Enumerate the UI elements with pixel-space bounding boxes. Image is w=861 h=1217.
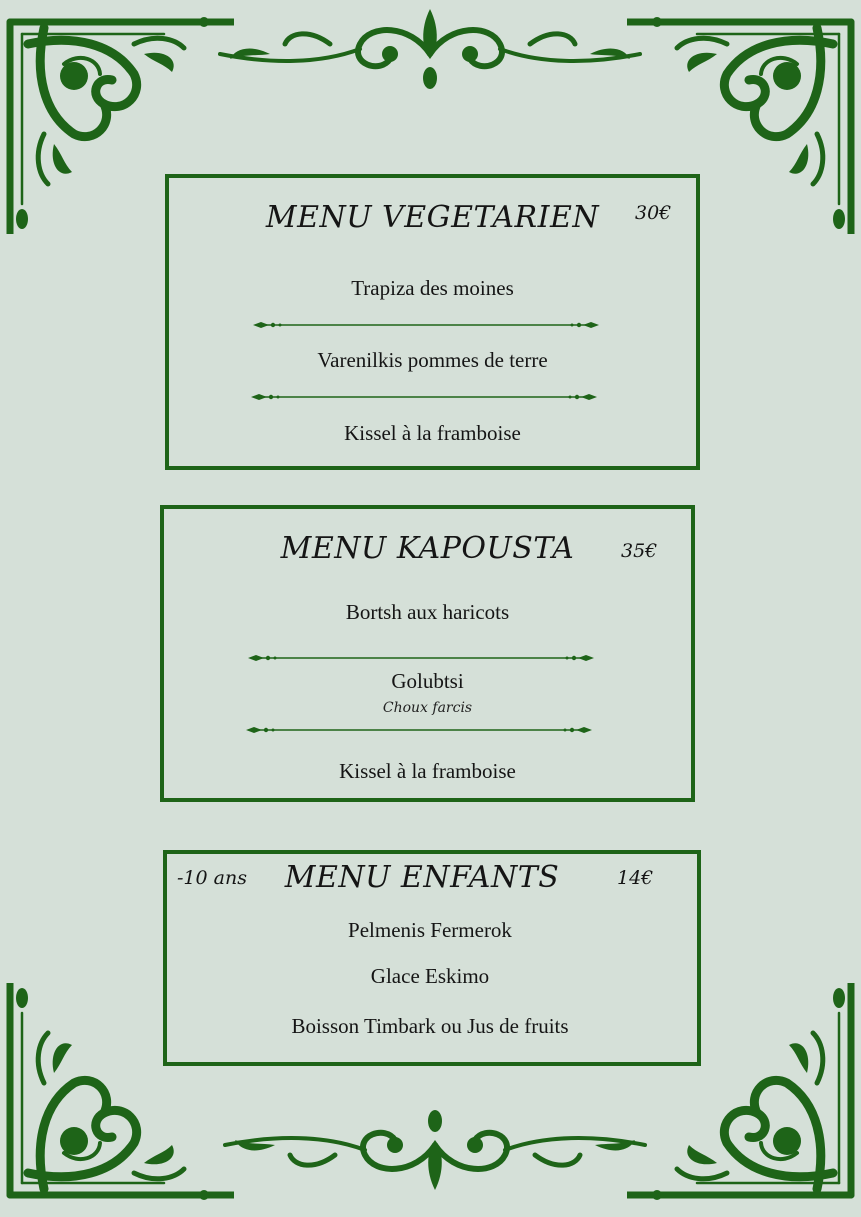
- dish-item: Kissel à la framboise: [339, 759, 516, 783]
- dish-item: Pelmenis Fermerok: [348, 918, 512, 942]
- menu-card-enfants: [163, 850, 701, 1066]
- menu-title: MENU ENFANTS: [284, 860, 560, 895]
- menu-title: MENU VEGETARIEN: [265, 200, 600, 235]
- ornamental-divider-icon: [248, 653, 594, 663]
- menu-price: 35€: [621, 540, 658, 562]
- top-center-scroll-ornament-icon: [210, 4, 650, 94]
- dish-item: Boisson Timbark ou Jus de fruits: [291, 1014, 569, 1038]
- dish-note: Choux farcis: [382, 700, 473, 716]
- dish-item: Golubtsi: [391, 669, 464, 693]
- dish-item: Varenilkis pommes de terre: [317, 348, 548, 372]
- menu-card-vegetarien: [165, 174, 700, 470]
- dish-item: Bortsh aux haricots: [345, 600, 510, 624]
- bottom-center-scroll-ornament-icon: [215, 1105, 655, 1195]
- dish-item: Glace Eskimo: [370, 964, 490, 988]
- ornamental-divider-icon: [253, 320, 599, 330]
- ornamental-divider-icon: [251, 392, 597, 402]
- menu-age-limit: -10 ans: [177, 867, 247, 889]
- menu-card-kapousta: [160, 505, 695, 802]
- menu-price: 14€: [617, 867, 654, 889]
- ornamental-divider-icon: [246, 725, 592, 735]
- menu-price: 30€: [635, 202, 672, 224]
- menu-title: MENU KAPOUSTA: [280, 531, 575, 566]
- dish-item: Kissel à la framboise: [344, 421, 521, 445]
- dish-item: Trapiza des moines: [351, 276, 514, 300]
